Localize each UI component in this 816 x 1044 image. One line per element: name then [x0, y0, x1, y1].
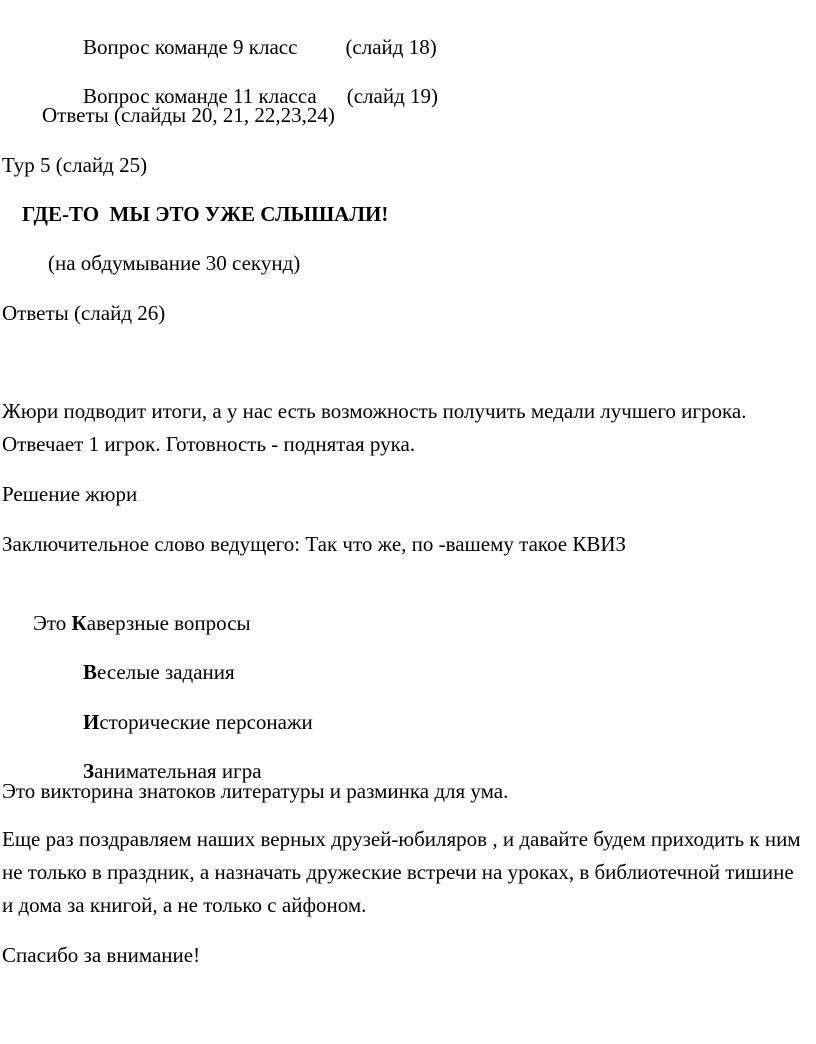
question-9-slide: (слайд 18)	[345, 35, 437, 59]
jury-decision: Решение жюри	[2, 482, 138, 506]
kviz-rest-z: анимательная игра	[94, 759, 262, 783]
answers-slide-26: Ответы (слайд 26)	[2, 301, 166, 325]
round-heading: ГДЕ-ТО МЫ ЭТО УЖЕ СЛЫШАЛИ!	[22, 202, 389, 226]
jury-paragraph: Жюри подводит итоги, а у нас есть возможность получить медали лучшего игрока. Отвечает 1 игрок. Готовность - поднятая рука.	[2, 399, 747, 456]
question-11-slide: (слайд 19)	[346, 84, 439, 108]
quiz-description: Это викторина знатоков литературы и разминка для ума.	[2, 779, 509, 803]
kviz-letter-z: З	[83, 759, 95, 783]
question-11-label: Вопрос команде 11 класса	[83, 84, 317, 108]
kviz-letter-i: И	[83, 710, 100, 734]
thanks-line: Спасибо за внимание!	[2, 943, 201, 967]
answers-slides-20-24: Ответы (слайды 20, 21, 22,23,24)	[42, 103, 335, 127]
kviz-letter-v: В	[83, 660, 98, 684]
kviz-letter-k: К	[71, 611, 87, 635]
kviz-prefix: Это	[33, 611, 72, 635]
think-time: (на обдумывание 30 секунд)	[48, 251, 301, 275]
closing-word: Заключительное слово ведущего: Так что же, по -вашему такое КВИЗ	[2, 532, 627, 556]
kviz-rest-k: аверзные вопросы	[86, 611, 251, 635]
kviz-rest-i: сторические персонажи	[99, 710, 313, 734]
congrats-paragraph: Еще раз поздравляем наших верных друзей-юбиляров , и давайте будем приходить к ним не только в праздник, а назначать дружеские встречи на уроках, в библиотечной тишине и дома за книгой, а не только с айфоном.	[2, 827, 801, 917]
round-5: Тур 5 (слайд 25)	[2, 153, 148, 177]
kviz-rest-v: еселые задания	[97, 660, 235, 684]
question-9-label: Вопрос команде 9 класс	[83, 35, 298, 59]
